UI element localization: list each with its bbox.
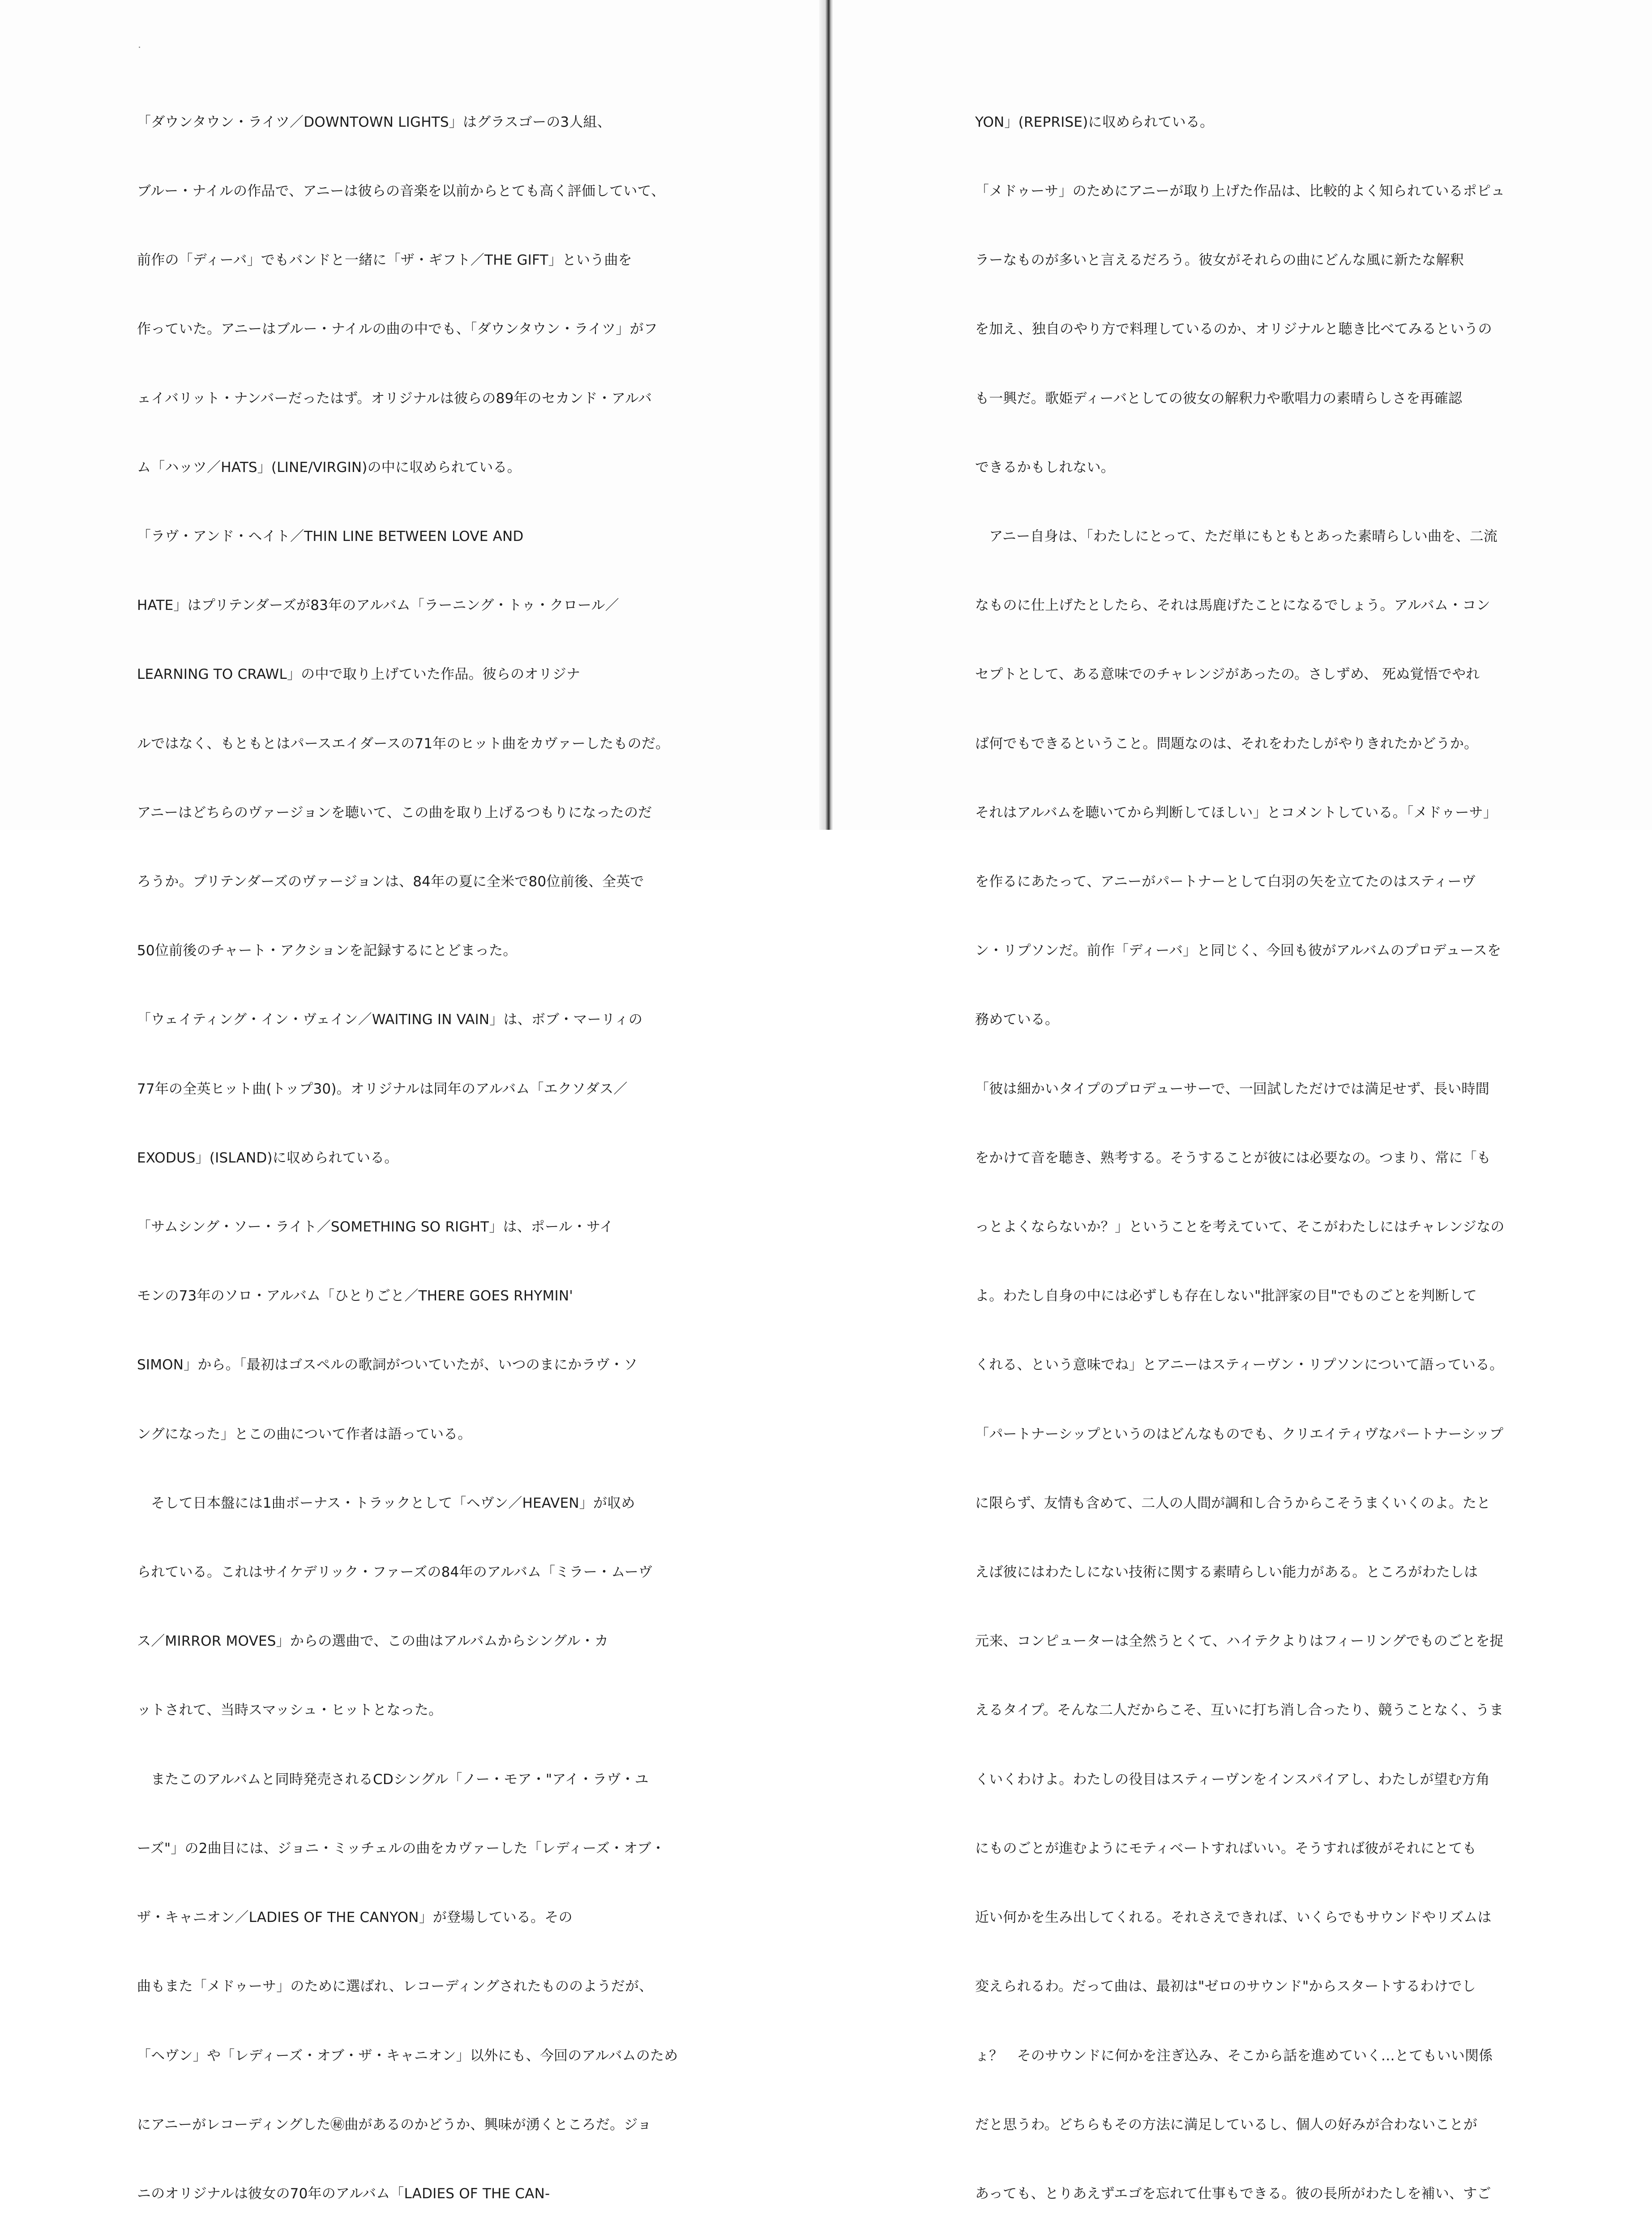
text-line: ム「ハッツ／HATS」(LINE/VIRGIN)の中に収められている。	[137, 459, 521, 476]
text-line: モンの73年のソロ・アルバム「ひとりごと／THERE GOES RHYMIN'	[137, 1288, 573, 1304]
text-line: 変えられるわ。だって曲は、最初は"ゼロのサウンド"からスタートするわけでし	[975, 1978, 1476, 1995]
text-line: 「メドゥーサ」のためにアニーが取り上げた作品は、比較的よく知られているポピュ	[975, 183, 1505, 200]
text-line: っとよくならないか？」ということを考えていて、そこがわたしにはチャレンジなの	[975, 1219, 1505, 1235]
text-line: を加え、独自のやり方で料理しているのか、オリジナルと聴き比べてみるというの	[975, 321, 1492, 338]
text-line: そして日本盤には1曲ボーナス・トラックとして「ヘヴン／HEAVEN」が収め	[137, 1495, 635, 1511]
text-line: 前作の「ディーバ」でもバンドと一緒に「ザ・ギフト／THE GIFT」という曲を	[137, 252, 632, 269]
text-line: ろうか。プリテンダーズのヴァージョンは、84年の夏に全米で80位前後、全英で	[137, 874, 644, 890]
text-line: アニー自身は、「わたしにとって、ただ単にもともとあった素晴らしい曲を、二流	[975, 528, 1498, 545]
text-line: 元来、コンピューターは全然うとくて、ハイテクよりはフィーリングでものごとを捉	[975, 1633, 1504, 1650]
text-line: 作っていた。アニーはブルー・ナイルの曲の中でも、「ダウンタウン・ライツ」がフ	[137, 321, 658, 338]
text-line: だと思うわ。どちらもその方法に満足しているし、個人の好みが合わないことが	[975, 2116, 1477, 2133]
text-line: よ。わたし自身の中には必ずしも存在しない"批評家の目"でものごとを判断して	[975, 1288, 1477, 1304]
left-page-text	[137, 65, 715, 2239]
text-line: 「ウェイティング・イン・ヴェイン／WAITING IN VAIN」は、ボブ・マーリィの	[137, 1012, 643, 1028]
text-line: 「サムシング・ソー・ライト／SOMETHING SO RIGHT」は、ポール・サイ	[137, 1219, 614, 1235]
text-line: ラーなものが多いと言えるだろう。彼女がそれらの曲にどんな風に新たな解釈	[975, 252, 1464, 269]
text-line: を作るにあたって、アニーがパートナーとして白羽の矢を立てたのはスティーヴ	[975, 874, 1476, 890]
text-line: アニーはどちらのヴァージョンを聴いて、この曲を取り上げるつもりになったのだ	[137, 804, 652, 821]
text-line: ーズ"」の2曲目には、ジョニ・ミッチェルの曲をカヴァーした「レディーズ・オブ・	[137, 1840, 665, 1857]
text-line: ょ？ そのサウンドに何かを注ぎ込み、そこから話を進めていく…とてもいい関係	[975, 2047, 1493, 2064]
text-line: 50位前後のチャート・アクションを記録するにとどまった。	[137, 943, 517, 959]
text-line: ス／MIRROR MOVES」からの選曲で、この曲はアルバムからシングル・カ	[137, 1633, 609, 1650]
text-line: EXODUS」(ISLAND)に収められている。	[137, 1150, 398, 1166]
text-line: にアニーがレコーディングした㊙曲があるのかどうか、興味が湧くところだ。ジョ	[137, 2116, 652, 2133]
text-line: にものごとが進むようにモティベートすればいい。そうすれば彼がそれにとても	[975, 1840, 1477, 1857]
text-line: セプトとして、ある意味でのチャレンジがあったの。さしずめ、 死ぬ覚悟でやれ	[975, 666, 1480, 683]
text-line: ングになった」とこの曲について作者は語っている。	[137, 1426, 472, 1442]
text-line: 曲もまた「メドゥーサ」のために選ばれ、レコーディングされたもののようだが、	[137, 1978, 653, 1995]
text-line: ルではなく、もともとはパースエイダースの71年のヒット曲をカヴァーしたものだ。	[137, 735, 670, 752]
right-page	[833, 0, 1652, 2202]
text-line: ニのオリジナルは彼女の70年のアルバム「LADIES OF THE CAN-	[137, 2185, 550, 2202]
text-line: SIMON」から。「最初はゴスペルの歌詞がついていたが、いつのまにかラヴ・ソ	[137, 1357, 638, 1373]
text-line: ェイバリット・ナンバーだったはず。オリジナルは彼らの89年のセカンド・アルバ	[137, 390, 652, 407]
text-line: ば何でもできるということ。問題なのは、それをわたしがやりきれたかどうか。	[975, 735, 1478, 752]
text-line: できるかもしれない。	[975, 459, 1115, 476]
text-line: YON」(REPRISE)に収められている。	[975, 114, 1214, 130]
paper-speck	[139, 47, 140, 48]
left-page	[0, 0, 819, 2202]
text-line: 務めている。	[975, 1012, 1059, 1028]
text-line: あっても、とりあえずエゴを忘れて仕事もできる。彼の長所がわたしを補い、すご	[975, 2185, 1491, 2202]
text-line: ザ・キャニオン／LADIES OF THE CANYON」が登場している。その	[137, 1909, 573, 1926]
text-line: も一興だ。歌姫ディーバとしての彼女の解釈力や歌唱力の素晴らしさを再確認	[975, 390, 1462, 407]
text-line: ブルー・ナイルの作品で、アニーは彼らの音楽を以前からとても高く評価していて、	[137, 183, 665, 200]
text-line: えば彼にはわたしにない技術に関する素晴らしい能力がある。ところがわたしは	[975, 1564, 1478, 1581]
text-line: えるタイプ。そんな二人だからこそ、互いに打ち消し合ったり、競うことなく、うま	[975, 1702, 1504, 1719]
right-page-text	[975, 65, 1566, 2239]
text-line: LEARNING TO CRAWL」の中で取り上げていた作品。彼らのオリジナ	[137, 666, 581, 683]
text-line: 近い何かを生み出してくれる。それさえできれば、いくらでもサウンドやリズムは	[975, 1909, 1492, 1926]
book-gutter	[819, 0, 833, 830]
text-line: ン・リプソンだ。前作「ディーバ」と同じく、今回も彼がアルバムのプロデュースを	[975, 943, 1502, 959]
text-line: またこのアルバムと同時発売されるCDシングル「ノー・モア・"アイ・ラヴ・ユ	[137, 1771, 649, 1788]
text-line: をかけて音を聴き、熟考する。そうすることが彼には必要なの。つまり、常に「も	[975, 1150, 1491, 1166]
text-line: 「ラヴ・アンド・ヘイト／THIN LINE BETWEEN LOVE AND	[137, 528, 524, 545]
text-line: 77年の全英ヒット曲(トップ30)。オリジナルは同年のアルバム「エクソダス／	[137, 1081, 628, 1097]
text-line: ットされて、当時スマッシュ・ヒットとなった。	[137, 1702, 443, 1719]
text-line: 「ヘヴン」や「レディーズ・オブ・ザ・キャニオン」以外にも、今回のアルバムのため	[137, 2047, 678, 2064]
text-line: なものに仕上げたとしたら、それは馬鹿げたことになるでしょう。アルバム・コン	[975, 597, 1490, 614]
text-line: HATE」はプリテンダーズが83年のアルバム「ラーニング・トゥ・クロール／	[137, 597, 619, 614]
text-line: 「彼は細かいタイプのプロデューサーで、一回試しただけでは満足せず、長い時間	[975, 1081, 1489, 1097]
text-line: 「パートナーシップというのはどんなものでも、クリエイティヴなパートナーシップ	[975, 1426, 1504, 1442]
text-line: それはアルバムを聴いてから判断してほしい」とコメントしている。「メドゥーサ」	[975, 804, 1497, 821]
text-line: くれる、という意味でね」とアニーはスティーヴン・リプソンについて語っている。	[975, 1357, 1504, 1373]
text-line: に限らず、友情も含めて、二人の人間が調和し合うからこそうまくいくのよ。たと	[975, 1495, 1491, 1511]
text-line: られている。これはサイケデリック・ファーズの84年のアルバム「ミラー・ムーヴ	[137, 1564, 653, 1581]
text-line: 「ダウンタウン・ライツ／DOWNTOWN LIGHTS」はグラスゴーの3人組、	[137, 114, 611, 130]
text-line: くいくわけよ。わたしの役目はスティーヴンをインスパイアし、わたしが望む方角	[975, 1771, 1490, 1788]
